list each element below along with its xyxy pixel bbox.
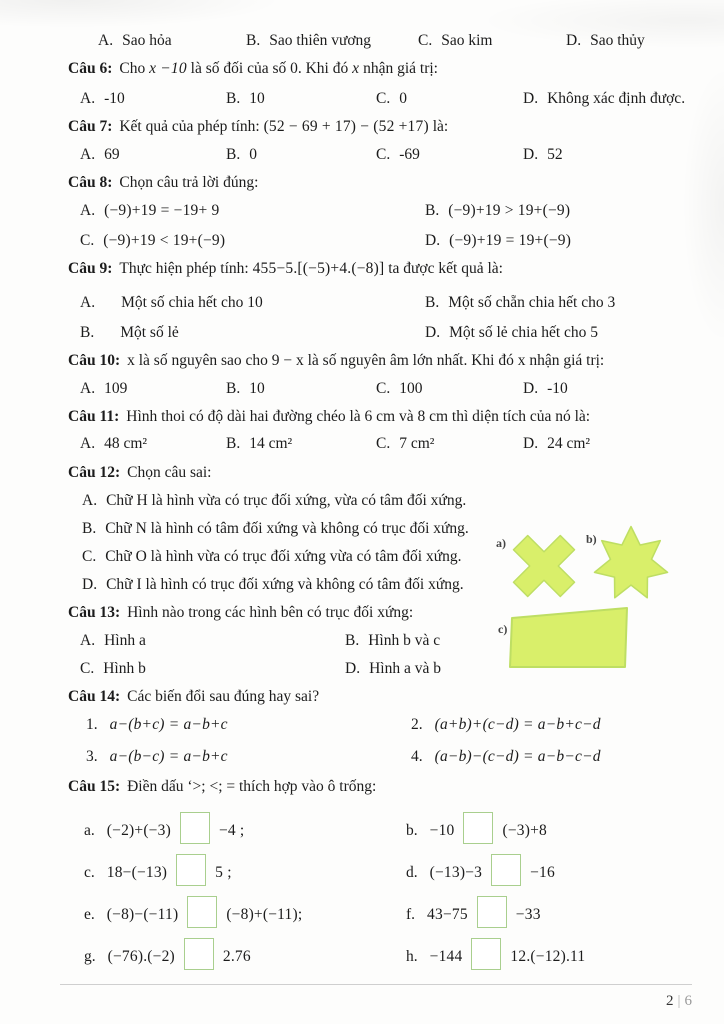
question-label: Câu 6: (68, 60, 113, 77)
question-11-options (0, 433, 724, 455)
option-text: 10 (249, 90, 265, 107)
option-text: Sao kim (441, 32, 493, 49)
option-text: 48 cm² (104, 435, 148, 452)
formula: (−8)+(−11); (226, 906, 303, 923)
item-number: g. (84, 948, 96, 965)
question-5-options (0, 30, 724, 52)
question-15-row-ef (0, 896, 724, 928)
option-label: D. (566, 32, 582, 49)
question-label: Câu 15: (68, 778, 121, 795)
option (376, 144, 523, 166)
question-text: Thực hiện phép tính: (119, 260, 249, 277)
option (523, 144, 724, 166)
question-text: là: (432, 118, 449, 135)
item-number: a. (84, 822, 95, 839)
formula: a−(b+c) = a−b+c (109, 716, 228, 733)
question-text: Các biến đổi sau đúng hay sai? (127, 688, 320, 705)
option (376, 433, 523, 455)
option-label: B. (226, 90, 241, 107)
shape-quadrilateral-icon (508, 604, 630, 670)
formula: 12.(−12).11 (510, 948, 586, 965)
option-text: 52 (547, 146, 563, 163)
option-label: C. (376, 380, 391, 397)
question-15-row-gh (0, 938, 724, 970)
formula: (−76).(−2) (107, 948, 175, 965)
option-text: 0 (399, 90, 407, 107)
option (425, 292, 724, 314)
option (98, 30, 246, 52)
option-text: 10 (249, 380, 265, 397)
item-number: e. (84, 906, 95, 923)
formula: (a+b)+(c−d) = a−b+c−d (434, 716, 601, 733)
question-text: Điền dấu ‘>; <; = thích hợp vào ô trống: (127, 778, 377, 795)
question-text: Hình thoi có độ dài hai đường chéo là 6 cm và 8 cm thì diện tích của nó là: (126, 408, 591, 425)
option (80, 378, 226, 400)
formula: (−13)−3 (429, 864, 483, 881)
option-label: C. (80, 232, 95, 249)
question-14-header (0, 686, 724, 708)
option-text: Chữ N là hình có tâm đối xứng và không có trục đối xứng. (105, 520, 469, 537)
question-label: Câu 11: (68, 408, 120, 425)
formula: 2.76 (222, 948, 251, 965)
formula: −16 (530, 864, 555, 881)
option-text: -10 (547, 380, 568, 397)
option-label: D. (425, 324, 441, 341)
cross-polygon (508, 530, 580, 602)
question-15-row-cd (0, 854, 724, 886)
fill-item (406, 854, 724, 886)
option-text: Hình b và c (368, 632, 441, 649)
formula: (a−b)−(c−d) = a−b−c−d (434, 748, 601, 765)
option (80, 630, 345, 652)
option-label: B. (425, 202, 440, 219)
formula: (−9)+19 = 19+(−9) (449, 232, 572, 249)
item-number: 1. (86, 716, 98, 733)
formula: (52 − 69 + 17) − (52 +17) (263, 118, 429, 135)
formula: (−9)+19 = −19+ 9 (104, 202, 220, 219)
option-label: A. (80, 90, 96, 107)
option (80, 433, 226, 455)
option-label: D. (82, 576, 98, 593)
option-label: A. (80, 146, 96, 163)
option-label: C. (376, 90, 391, 107)
option (523, 378, 724, 400)
figure-cau13 (490, 522, 680, 674)
option-text: 14 cm² (249, 435, 293, 452)
question-7-options (0, 144, 724, 166)
question-10-header (0, 350, 724, 372)
option-label: A. (80, 294, 96, 311)
shape-cross-icon (508, 530, 580, 602)
question-8-options-row2 (0, 230, 724, 252)
question-text: nhận giá trị: (363, 60, 438, 77)
statement (411, 714, 724, 736)
item-number: b. (406, 822, 418, 839)
answer-box (184, 938, 214, 970)
question-text: Hình nào trong các hình bên có trục đối xứng: (127, 604, 414, 621)
question-9-options-row2 (0, 322, 724, 344)
option (80, 658, 345, 680)
option (376, 88, 523, 110)
page-footer (666, 990, 692, 1012)
option-label: D. (345, 660, 361, 677)
option-text: Sao thiên vương (269, 32, 372, 49)
option-text: 100 (399, 380, 423, 397)
formula: 5 ; (215, 864, 232, 881)
fill-item (84, 812, 406, 844)
option-text: Một số chia hết cho 10 (121, 294, 263, 311)
figure-label-c: c) (498, 622, 508, 636)
question-15-row-ab (0, 812, 724, 844)
option-label: B. (226, 146, 241, 163)
option (418, 30, 566, 52)
formula: (−9)+19 < 19+(−9) (103, 232, 226, 249)
star-polygon (594, 527, 667, 598)
fill-item (84, 896, 406, 928)
option-text: -69 (399, 146, 420, 163)
fill-item (406, 812, 724, 844)
option-label: A. (82, 492, 98, 509)
option-label: B. (80, 324, 95, 341)
page-number: 2 (665, 993, 674, 1009)
question-text: Chọn câu trả lời đúng: (119, 174, 259, 191)
question-text: ta được kết quả là: (388, 260, 503, 277)
option-text: Hình a và b (369, 660, 441, 677)
formula: −10 (429, 822, 455, 839)
option-label: C. (82, 548, 97, 565)
option (80, 230, 425, 252)
option-text: Một số chẵn chia hết cho 3 (448, 294, 616, 311)
option (523, 433, 724, 455)
formula: −144 (429, 948, 463, 965)
question-9-options-row1 (0, 292, 724, 314)
question-9-header (0, 258, 724, 280)
formula: −33 (515, 906, 541, 923)
question-text: x là số nguyên sao cho 9 − x là số nguyên âm lớn nhất. Khi đó x nhận giá trị: (127, 352, 605, 369)
option-label: B. (345, 632, 360, 649)
item-number: f. (406, 906, 416, 923)
item-number: 4. (411, 748, 423, 765)
statement (411, 746, 724, 768)
option (246, 30, 418, 52)
item-number: h. (406, 948, 418, 965)
option-label: B. (226, 380, 241, 397)
option-label: C. (376, 435, 391, 452)
option-label: A. (80, 202, 96, 219)
option-label: B. (226, 435, 241, 452)
option (523, 88, 724, 110)
option (80, 200, 425, 222)
question-8-header (0, 172, 724, 194)
option (80, 144, 226, 166)
option-text: 24 cm² (547, 435, 591, 452)
option-label: A. (80, 632, 96, 649)
question-14-row2 (0, 746, 724, 768)
option-label: D. (523, 435, 539, 452)
answer-box (477, 896, 507, 928)
question-10-options (0, 378, 724, 400)
question-12-option-a (0, 490, 724, 512)
option-label: B. (82, 520, 97, 537)
option-text: Sao thủy (590, 32, 645, 49)
question-6-options (0, 88, 724, 110)
option-label: C. (376, 146, 391, 163)
question-11-header (0, 406, 724, 428)
option-text: Chữ O là hình vừa có trục đối xứng vừa có tâm đối xứng. (105, 548, 462, 565)
quadrilateral-polygon (510, 608, 627, 667)
formula: (−2)+(−3) (106, 822, 171, 839)
formula: 18−(−13) (106, 864, 168, 881)
option (425, 230, 724, 252)
option-text: Một số lẻ (120, 324, 179, 341)
option (226, 144, 376, 166)
option-text: Không xác định được. (547, 90, 686, 107)
question-label: Câu 7: (68, 118, 113, 135)
answer-box (491, 854, 521, 886)
option-text: 0 (249, 146, 257, 163)
item-number: 2. (411, 716, 423, 733)
question-text: là số đối của số 0. Khi đó (190, 60, 349, 77)
question-label: Câu 12: (68, 464, 121, 481)
option (80, 322, 425, 344)
option (80, 88, 226, 110)
option-label: B. (246, 32, 261, 49)
shape-star-icon (592, 524, 670, 604)
option-label: D. (425, 232, 441, 249)
question-8-options-row1 (0, 200, 724, 222)
formula: (−3)+8 (502, 822, 547, 839)
option (425, 200, 724, 222)
option-text: Hình a (104, 632, 146, 649)
formula: (−9)+19 > 19+(−9) (448, 202, 571, 219)
option-label: D. (523, 380, 539, 397)
question-label: Câu 10: (68, 352, 121, 369)
answer-box (463, 812, 493, 844)
page-total: 6 (684, 993, 692, 1009)
page-separator: | (677, 993, 681, 1009)
option-text: 7 cm² (399, 435, 435, 452)
option-text: Chữ I là hình có trục đối xứng và không có tâm đối xứng. (106, 576, 464, 593)
question-text: Chọn câu sai: (127, 464, 212, 481)
option-text: Chữ H là hình vừa có trục đối xứng, vừa có tâm đối xứng. (106, 492, 467, 509)
fill-item (84, 938, 406, 970)
formula: x −10 (149, 60, 187, 77)
question-15-header (0, 776, 724, 798)
item-number: 3. (86, 748, 98, 765)
option (80, 292, 425, 314)
formula: a−(b−c) = a−b+c (109, 748, 228, 765)
option-label: C. (418, 32, 433, 49)
formula: 455−5.[(−5)+4.(−8)] (252, 260, 385, 277)
option (226, 378, 376, 400)
option-label: D. (523, 146, 539, 163)
item-number: d. (406, 864, 418, 881)
option-text: Hình b (103, 660, 146, 677)
item-number: c. (84, 864, 95, 881)
formula: x (352, 60, 360, 77)
figure-label-b: b) (586, 532, 597, 546)
option (226, 88, 376, 110)
answer-box (180, 812, 210, 844)
footer-divider (60, 984, 692, 985)
figure-label-a: a) (496, 536, 506, 550)
fill-item (84, 854, 406, 886)
question-label: Câu 14: (68, 688, 121, 705)
option-label: A. (98, 32, 114, 49)
answer-box (176, 854, 206, 886)
fill-item (406, 938, 724, 970)
question-label: Câu 9: (68, 260, 113, 277)
option (226, 433, 376, 455)
option-label: C. (80, 660, 95, 677)
option-text: Một số lẻ chia hết cho 5 (449, 324, 599, 341)
option (425, 322, 724, 344)
option-text: 69 (104, 146, 120, 163)
formula: −4 ; (218, 822, 245, 839)
option (376, 378, 523, 400)
option-label: A. (80, 380, 96, 397)
formula: (−8)−(−11) (106, 906, 179, 923)
answer-box (187, 896, 217, 928)
option-label: A. (80, 435, 96, 452)
question-6-header (0, 58, 724, 80)
question-12-header (0, 462, 724, 484)
question-label: Câu 13: (68, 604, 121, 621)
option-text: 109 (104, 380, 128, 397)
question-text: Cho (119, 60, 146, 77)
option-label: D. (523, 90, 539, 107)
formula: 43−75 (427, 906, 468, 923)
option-text: -10 (104, 90, 125, 107)
answer-box (471, 938, 501, 970)
question-text: Kết quả của phép tính: (119, 118, 260, 135)
question-14-row1 (0, 714, 724, 736)
option-text: Sao hỏa (122, 32, 172, 49)
question-7-header (0, 116, 724, 138)
fill-item (406, 896, 724, 928)
statement (86, 746, 411, 768)
statement (86, 714, 411, 736)
option (566, 30, 724, 52)
option-label: B. (425, 294, 440, 311)
question-label: Câu 8: (68, 174, 113, 191)
